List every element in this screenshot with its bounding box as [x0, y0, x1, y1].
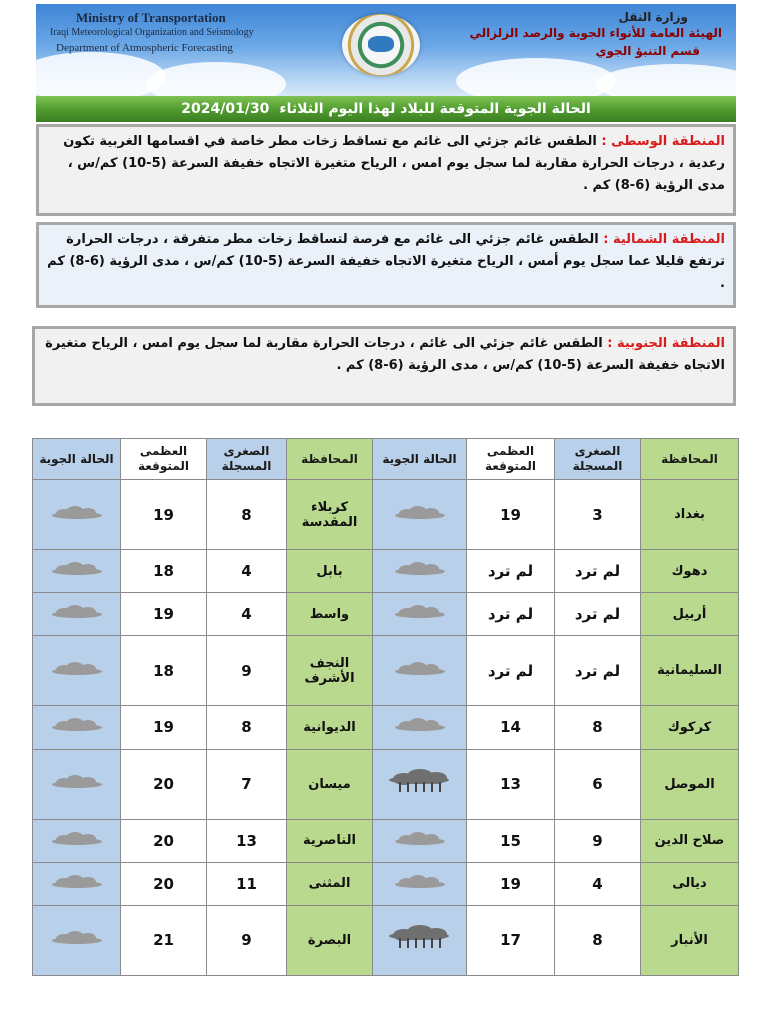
province-name: السليمانية — [641, 636, 739, 706]
province-name: الموصل — [641, 749, 739, 819]
region-north — [36, 222, 736, 308]
min-temp: 9 — [207, 636, 287, 706]
max-temp: 20 — [121, 819, 207, 862]
ar-dept: قسم التنبؤ الجوي — [595, 44, 700, 58]
partly-cloudy-icon — [52, 662, 102, 676]
partly-cloudy-icon — [52, 562, 102, 576]
max-temp: 18 — [121, 550, 207, 593]
en-org: Iraqi Meteorological Organization and Seismology — [50, 27, 254, 38]
max-temp: 20 — [121, 749, 207, 819]
province-name: واسط — [287, 593, 373, 636]
partly-cloudy-icon — [395, 662, 445, 676]
col-max: العظمى المتوقعة — [467, 439, 555, 480]
title-text: الحالة الجوية المتوقعة للبلاد لهذا اليوم الثلاثاء — [279, 101, 591, 117]
province-name: المثنى — [287, 862, 373, 905]
max-temp: 19 — [467, 862, 555, 905]
max-temp: 13 — [467, 749, 555, 819]
province-name: ديالى — [641, 862, 739, 905]
weather-cell — [373, 862, 467, 905]
max-temp: لم ترد — [467, 636, 555, 706]
min-temp: 4 — [555, 862, 641, 905]
min-temp: 8 — [555, 706, 641, 749]
min-temp: 8 — [555, 905, 641, 975]
weather-cell — [33, 862, 121, 905]
col-province: المحافظة — [641, 439, 739, 480]
weather-cell — [33, 636, 121, 706]
weather-cell — [33, 593, 121, 636]
ar-ministry: وزارة النقل — [618, 10, 688, 24]
max-temp: 20 — [121, 862, 207, 905]
table-row — [33, 905, 739, 975]
table-row — [33, 636, 739, 706]
partly-cloudy-icon — [52, 775, 102, 789]
province-name: كربلاء المقدسة — [287, 480, 373, 550]
region-south-name: المنطقة الجنوبية : — [607, 336, 725, 351]
min-temp: لم ترد — [555, 636, 641, 706]
partly-cloudy-icon — [395, 718, 445, 732]
region-central-name: المنطقة الوسطى : — [601, 134, 725, 149]
weather-cell — [373, 819, 467, 862]
region-south — [32, 326, 736, 406]
partly-cloudy-icon — [52, 875, 102, 889]
ar-org: الهيئة العامة للأنواء الجوية والرصد الزلزالي — [469, 26, 722, 40]
province-name: دهوك — [641, 550, 739, 593]
table-row — [33, 480, 739, 550]
rain-cloud-icon — [387, 769, 453, 795]
province-name: الأنبار — [641, 905, 739, 975]
partly-cloudy-icon — [395, 832, 445, 846]
partly-cloudy-icon — [52, 832, 102, 846]
min-temp: 6 — [555, 749, 641, 819]
min-temp: 8 — [207, 706, 287, 749]
province-name: أربيل — [641, 593, 739, 636]
title-date: 2024/01/30 — [181, 101, 270, 117]
weather-cell — [373, 706, 467, 749]
partly-cloudy-icon — [395, 605, 445, 619]
region-south-text: الطقس غائم جزئي الى غائم ، درجات الحرارة مقاربة لما سجل يوم امس ، الرياح متغيرة الاتجاه خفيفة السرعة (5-10) كم/س ، مدى الرؤية (6-8) كم . — [45, 336, 725, 373]
min-temp: لم ترد — [555, 550, 641, 593]
weather-cell — [373, 749, 467, 819]
forecast-table — [32, 438, 739, 976]
weather-cell — [373, 550, 467, 593]
partly-cloudy-icon — [52, 718, 102, 732]
header-banner — [36, 4, 736, 96]
weather-cell — [373, 480, 467, 550]
max-temp: 19 — [121, 706, 207, 749]
province-name: الناصرية — [287, 819, 373, 862]
province-name: النجف الأشرف — [287, 636, 373, 706]
min-temp: 7 — [207, 749, 287, 819]
region-north-name: المنطقة الشمالية : — [603, 232, 725, 247]
min-temp: 11 — [207, 862, 287, 905]
table-row — [33, 819, 739, 862]
weather-cell — [373, 905, 467, 975]
partly-cloudy-icon — [395, 562, 445, 576]
weather-cell — [33, 905, 121, 975]
province-name: كركوك — [641, 706, 739, 749]
max-temp: لم ترد — [467, 593, 555, 636]
max-temp: 19 — [121, 480, 207, 550]
region-north-text: الطقس غائم جزئي الى غائم مع فرصة لتساقط زخات مطر متفرقة ، درجات الحرارة ترتفع قليلا عما سجل يوم أمس ، الرياح متغيرة الاتجاه خفيفة السرعة (5-10) كم/س ، مدى الرؤية (6-8) كم . — [47, 232, 725, 291]
organization-logo — [342, 14, 420, 76]
max-temp: 18 — [121, 636, 207, 706]
weather-cell — [33, 706, 121, 749]
table-row — [33, 593, 739, 636]
province-name: صلاح الدين — [641, 819, 739, 862]
province-name: بابل — [287, 550, 373, 593]
weather-cell — [373, 593, 467, 636]
province-name: ميسان — [287, 749, 373, 819]
table-row — [33, 550, 739, 593]
region-central-text: الطقس غائم جزئي الى غائم مع تساقط زخات مطر خاصة في اقسامها الغربية تكون رعدية ، درجات الحرارة مقاربة لما سجل يوم امس ، الرياح متغيرة الاتجاه خفيفة السرعة (5-10) كم/س ، مدى الرؤية (6-8) كم . — [63, 134, 725, 193]
col-max-2: العظمى المتوقعة — [121, 439, 207, 480]
partly-cloudy-icon — [52, 506, 102, 520]
partly-cloudy-icon — [52, 605, 102, 619]
max-temp: 15 — [467, 819, 555, 862]
weather-cell — [373, 636, 467, 706]
min-temp: 13 — [207, 819, 287, 862]
min-temp: لم ترد — [555, 593, 641, 636]
table-row — [33, 706, 739, 749]
max-temp: لم ترد — [467, 550, 555, 593]
table-row — [33, 749, 739, 819]
min-temp: 9 — [555, 819, 641, 862]
max-temp: 17 — [467, 905, 555, 975]
weather-cell — [33, 749, 121, 819]
col-min: الصغرى المسجلة — [555, 439, 641, 480]
partly-cloudy-icon — [395, 506, 445, 520]
max-temp: 19 — [121, 593, 207, 636]
weather-cell — [33, 550, 121, 593]
province-name: البصرة — [287, 905, 373, 975]
col-weather-2: الحالة الجوية — [33, 439, 121, 480]
min-temp: 3 — [555, 480, 641, 550]
max-temp: 19 — [467, 480, 555, 550]
table-row — [33, 862, 739, 905]
col-min-2: الصغرى المسجلة — [207, 439, 287, 480]
region-central — [36, 124, 736, 216]
rain-cloud-icon — [387, 925, 453, 951]
en-ministry: Ministry of Transportation — [76, 10, 226, 25]
page-title — [36, 96, 736, 122]
col-weather: الحالة الجوية — [373, 439, 467, 480]
en-dept: Department of Atmospheric Forecasting — [56, 42, 233, 54]
min-temp: 4 — [207, 550, 287, 593]
partly-cloudy-icon — [52, 931, 102, 945]
min-temp: 9 — [207, 905, 287, 975]
min-temp: 8 — [207, 480, 287, 550]
max-temp: 21 — [121, 905, 207, 975]
weather-cell — [33, 819, 121, 862]
province-name: الديوانية — [287, 706, 373, 749]
weather-cell — [33, 480, 121, 550]
province-name: بغداد — [641, 480, 739, 550]
col-province-2: المحافظة — [287, 439, 373, 480]
partly-cloudy-icon — [395, 875, 445, 889]
table-header-row — [33, 439, 739, 480]
max-temp: 14 — [467, 706, 555, 749]
min-temp: 4 — [207, 593, 287, 636]
